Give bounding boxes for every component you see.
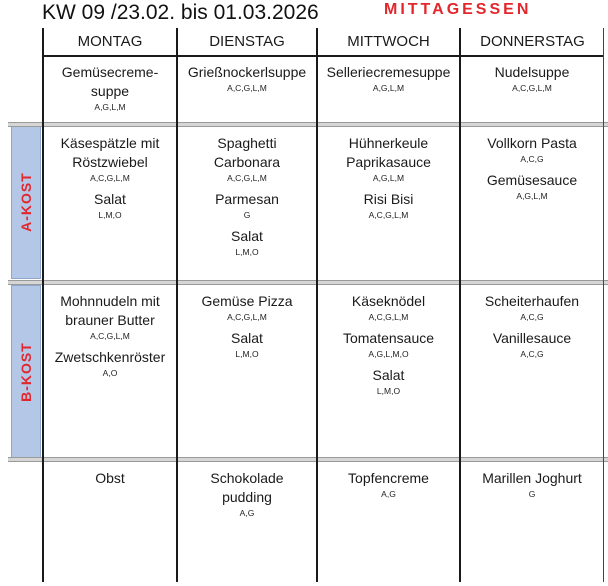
dish-name: Mohnnudeln mit brauner Butter	[60, 293, 160, 328]
soup-cell	[461, 57, 603, 122]
dish-name: Spaghetti Carbonara	[213, 135, 281, 170]
dish-name: Salat	[231, 228, 263, 244]
allergen-codes: A,G,L,M	[94, 102, 126, 112]
menu-table	[42, 28, 604, 582]
row-divider	[8, 457, 608, 462]
allergen-codes: A,C,G,L,M	[90, 331, 130, 341]
soup-cell	[44, 57, 176, 122]
row-divider	[8, 280, 608, 285]
dish-name: Gemüsesauce	[486, 172, 578, 188]
dish-name: Käsespätzle mit Röstzwiebel	[60, 135, 160, 170]
day-label: DONNERSTAG	[480, 33, 585, 50]
allergen-codes: A,G,L,M	[372, 83, 405, 93]
dish-name: Scheiterhaufen	[484, 293, 580, 309]
a-kost-cell	[318, 128, 459, 280]
allergen-codes: A,G	[239, 508, 255, 518]
day-label: MITTWOCH	[347, 33, 430, 50]
allergen-codes: G	[243, 210, 251, 220]
dish-name: Vollkorn Pasta	[487, 135, 577, 151]
allergen-codes: G	[528, 489, 536, 499]
dish-name: Gemüse Pizza	[201, 293, 293, 309]
a-kost-label	[11, 125, 41, 279]
dish-name: Topfencreme	[348, 470, 429, 486]
dish-name: Parmesan	[215, 191, 279, 207]
dish-name: Risi Bisi	[363, 191, 414, 207]
allergen-codes: A,C,G,L,M	[368, 210, 409, 220]
day-header-thursday	[459, 28, 604, 55]
allergen-codes: A,C,G	[520, 312, 544, 322]
dish-name: Schokolade pudding	[210, 470, 284, 505]
day-header-monday	[42, 28, 176, 55]
dish-name: Käseknödel	[351, 293, 426, 309]
b-kost-label-text: B-KOST	[18, 341, 34, 402]
b-kost-cell	[178, 286, 316, 457]
a-kost-cell	[461, 128, 603, 280]
dish-name: Tomatensauce	[342, 330, 435, 346]
day-header-wednesday	[316, 28, 459, 55]
a-kost-cell	[178, 128, 316, 280]
dish-name: Gemüsecreme- suppe	[61, 64, 159, 99]
allergen-codes: L,M,O	[98, 210, 122, 220]
allergen-codes: A,C,G	[520, 349, 544, 359]
dessert-cell	[461, 463, 603, 582]
b-kost-cell	[318, 286, 459, 457]
dish-name: Nudelsuppe	[494, 64, 570, 80]
allergen-codes: A,C,G,L,M	[227, 83, 267, 93]
allergen-codes: A,G,L,M	[516, 191, 548, 201]
dish-name: Salat	[372, 367, 405, 383]
dish-name: Zwetschkenröster	[54, 349, 166, 365]
dessert-cell	[178, 463, 316, 582]
allergen-codes: A,C,G,L,M	[90, 173, 130, 183]
allergen-codes: A,C,G,L,M	[227, 312, 267, 322]
allergen-codes: A,C,G,L,M	[227, 173, 267, 183]
b-kost-cell	[44, 286, 176, 457]
week-title: KW 09 /23.02. bis 01.03.2026	[42, 1, 319, 24]
dish-name: Grießnockerlsuppe	[187, 64, 307, 80]
allergen-codes: L,M,O	[376, 386, 401, 396]
row-divider	[8, 122, 608, 127]
soup-cell	[318, 57, 459, 122]
a-kost-label-text: A-KOST	[18, 172, 34, 232]
day-label: DIENSTAG	[209, 33, 285, 50]
dish-name: Hühnerkeule Paprikasauce	[346, 135, 431, 170]
dish-name: Salat	[94, 191, 126, 207]
allergen-codes: L,M,O	[235, 349, 259, 359]
dessert-cell	[44, 463, 176, 582]
dish-name: Vanillesauce	[492, 330, 572, 346]
b-kost-cell	[461, 286, 603, 457]
allergen-codes: A,O	[102, 368, 118, 378]
allergen-codes: A,G,L,M,O	[368, 349, 409, 359]
a-kost-cell	[44, 128, 176, 280]
day-label: MONTAG	[77, 33, 143, 50]
allergen-codes: L,M,O	[235, 247, 259, 257]
allergen-codes: A,C,G,L,M	[368, 312, 409, 322]
dish-name: Selleriecremesuppe	[326, 64, 451, 80]
dish-name: Marillen Joghurt	[482, 470, 582, 486]
allergen-codes: A,C,G,L,M	[512, 83, 552, 93]
column-rule	[603, 28, 604, 582]
allergen-codes: A,C,G	[520, 154, 544, 164]
allergen-codes: A,G,L,M	[372, 173, 405, 183]
day-header-tuesday	[176, 28, 316, 55]
b-kost-label	[11, 285, 41, 458]
soup-cell	[178, 57, 316, 122]
dessert-cell	[318, 463, 459, 582]
dish-name: Obst	[95, 470, 125, 486]
allergen-codes: A,G	[381, 489, 396, 499]
dish-name: Salat	[231, 330, 263, 346]
meal-type-heading: MITTAGESSEN	[384, 1, 532, 18]
